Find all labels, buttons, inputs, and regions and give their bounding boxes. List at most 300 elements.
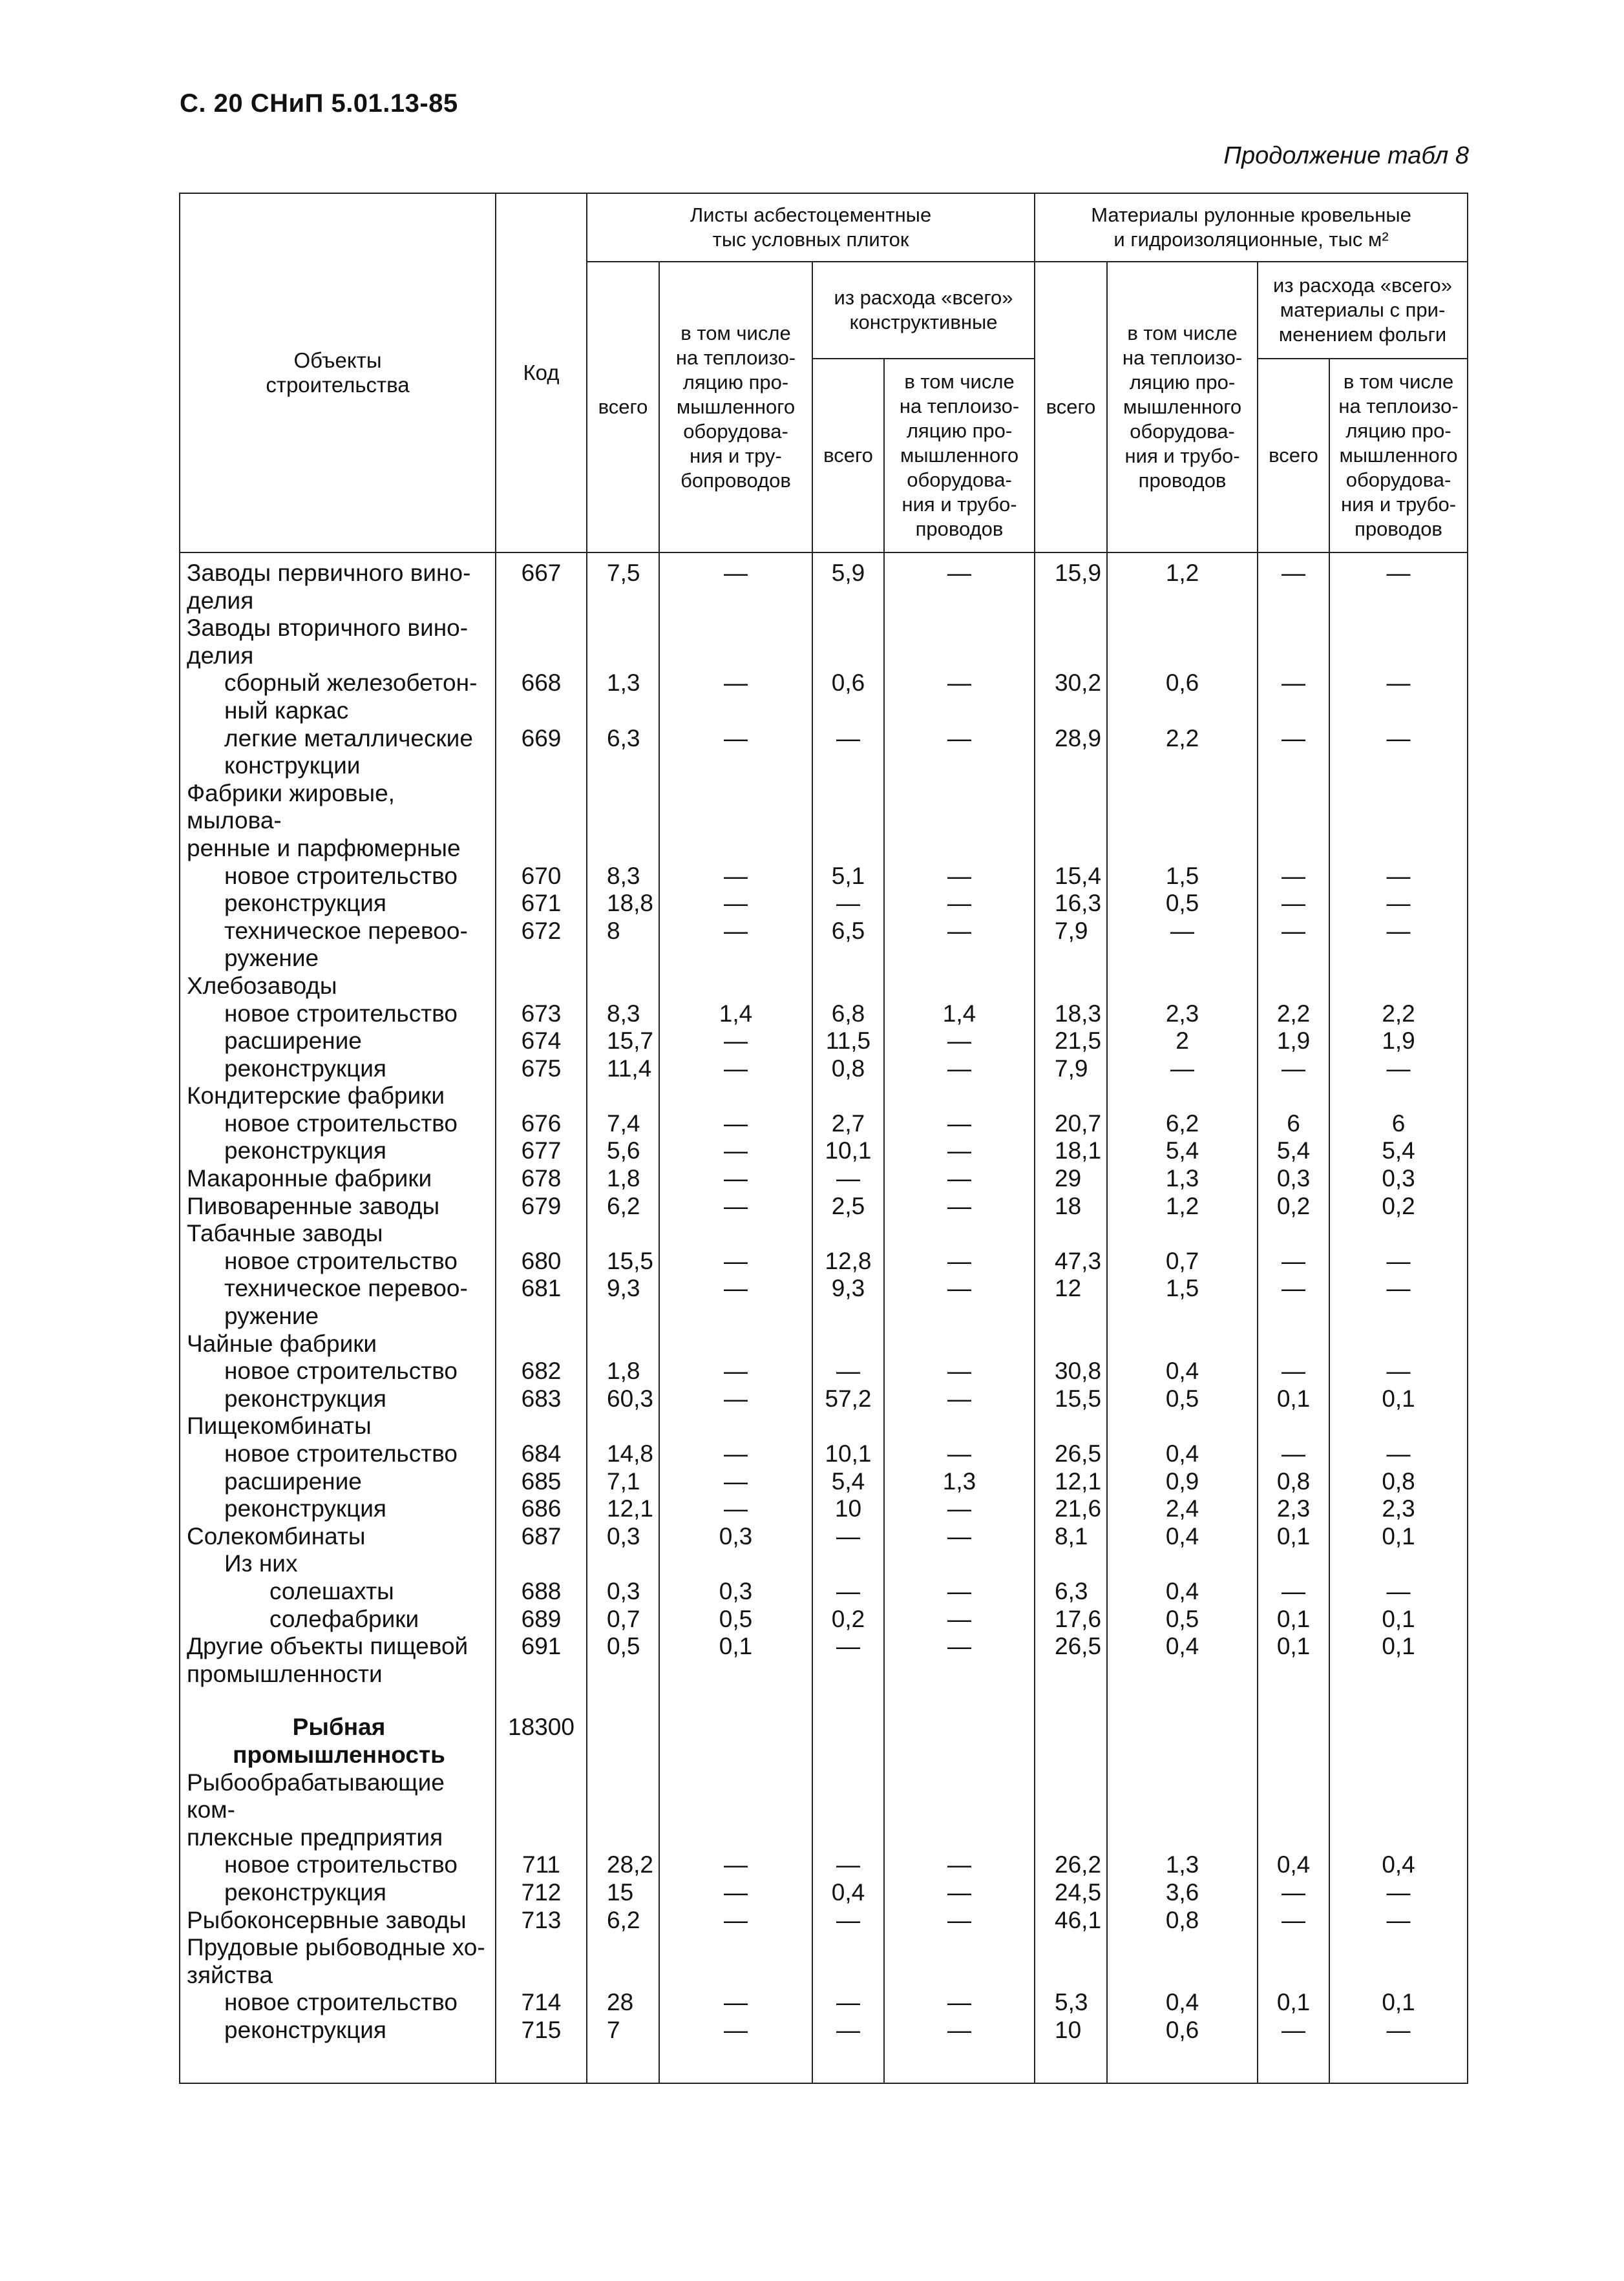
foil-total-cell: 0,1 [1258, 1989, 1329, 2017]
code-cell: 711 [496, 1851, 587, 1879]
table-row [180, 1606, 1468, 1634]
sheets-total-cell: 7,1 [587, 1468, 659, 1496]
table-row [180, 1082, 1468, 1110]
code-cell: 689 [496, 1606, 587, 1634]
roll-insulation-cell: 2 [1107, 1027, 1258, 1055]
structural-total-cell: — [812, 1989, 884, 2017]
sheets-total-cell [587, 1082, 659, 1110]
object-cell [180, 615, 496, 669]
roll-total-cell: 28,9 [1035, 725, 1107, 780]
sheets-insulation-cell [659, 780, 812, 863]
roll-total-cell [1035, 615, 1107, 669]
sheets-insulation-cell: — [659, 1137, 812, 1165]
structural-total-cell: — [812, 1165, 884, 1193]
foil-total-cell: — [1258, 1275, 1329, 1330]
structural-total-cell: 0,4 [812, 1879, 884, 1907]
foil-total-cell: — [1258, 1907, 1329, 1935]
structural-insulation-cell [884, 1413, 1035, 1440]
object-name: Кондитерские фабрики [187, 1082, 445, 1109]
table-row [180, 1688, 1468, 1769]
sheets-total-cell: 0,3 [587, 1578, 659, 1606]
roll-total-cell: 15,4 [1035, 863, 1107, 890]
structural-total-cell: 2,5 [812, 1193, 884, 1221]
roll-total-cell [1035, 1934, 1107, 1989]
roll-insulation-cell: — [1107, 1055, 1258, 1083]
foil-total-cell: — [1258, 1440, 1329, 1468]
roll-insulation-cell: 0,5 [1107, 1385, 1258, 1413]
roll-insulation-cell: 0,4 [1107, 1578, 1258, 1606]
structural-total-cell: — [812, 1578, 884, 1606]
foil-total-cell: 5,4 [1258, 1137, 1329, 1165]
object-cell [180, 1879, 496, 1907]
foil-total-cell [1258, 1934, 1329, 1989]
foil-total-cell: — [1258, 2017, 1329, 2084]
header-total-2: всего [1035, 262, 1107, 552]
object-name: Пищекомбинаты [187, 1413, 372, 1440]
object-name: Другие объекты пищевой промышленности [187, 1633, 469, 1687]
foil-total-cell [1258, 1082, 1329, 1110]
structural-insulation-cell: — [884, 1358, 1035, 1385]
sheets-total-cell: 5,6 [587, 1137, 659, 1165]
roll-total-cell: 18 [1035, 1193, 1107, 1221]
roll-total-cell: 26,5 [1035, 1440, 1107, 1468]
structural-total-cell [812, 1413, 884, 1440]
materials-table-container [179, 193, 1467, 2084]
foil-total-cell [1258, 1220, 1329, 1248]
object-cell [180, 1027, 496, 1055]
sheets-total-cell: 1,8 [587, 1165, 659, 1193]
foil-insulation-cell: — [1329, 1879, 1468, 1907]
sheets-insulation-cell [659, 1688, 812, 1769]
code-cell: 669 [496, 725, 587, 780]
code-cell: 678 [496, 1165, 587, 1193]
table-header [180, 193, 1468, 552]
roll-insulation-cell: 3,6 [1107, 1879, 1258, 1907]
object-cell [180, 1082, 496, 1110]
object-name: реконструкция [224, 1055, 386, 1082]
object-name: техническое перевоо- ружение [224, 1275, 468, 1330]
structural-insulation-cell [884, 1330, 1035, 1358]
code-cell: 677 [496, 1137, 587, 1165]
sheets-insulation-cell [659, 972, 812, 1000]
code-cell: 667 [496, 552, 587, 615]
roll-insulation-cell: 2,4 [1107, 1495, 1258, 1523]
roll-total-cell: 20,7 [1035, 1110, 1107, 1138]
foil-insulation-cell: — [1329, 1358, 1468, 1385]
structural-insulation-cell: — [884, 918, 1035, 972]
header-foil: из расхода «всего» материалы с при- менением фольги [1258, 262, 1468, 359]
table-row [180, 1220, 1468, 1248]
structural-insulation-cell [884, 1220, 1035, 1248]
foil-total-cell [1258, 1330, 1329, 1358]
foil-insulation-cell [1329, 1082, 1468, 1110]
roll-insulation-cell: — [1107, 918, 1258, 972]
object-name: новое строительство [224, 862, 458, 889]
structural-insulation-cell [884, 1688, 1035, 1769]
foil-insulation-cell: — [1329, 1907, 1468, 1935]
roll-insulation-cell: 1,5 [1107, 863, 1258, 890]
sheets-insulation-cell: — [659, 1358, 812, 1385]
structural-insulation-cell: 1,4 [884, 1000, 1035, 1028]
object-cell [180, 1495, 496, 1523]
code-cell: 676 [496, 1110, 587, 1138]
structural-insulation-cell [884, 615, 1035, 669]
code-cell: 685 [496, 1468, 587, 1496]
roll-insulation-cell: 2,3 [1107, 1000, 1258, 1028]
object-cell [180, 1137, 496, 1165]
roll-total-cell: 21,5 [1035, 1027, 1107, 1055]
structural-insulation-cell: — [884, 1578, 1035, 1606]
object-name: сборный железобетон- ный каркас [224, 669, 478, 724]
roll-total-cell: 30,8 [1035, 1358, 1107, 1385]
table-row [180, 1907, 1468, 1935]
object-name: реконструкция [224, 1495, 386, 1522]
sheets-total-cell: 1,3 [587, 669, 659, 724]
structural-total-cell: — [812, 1851, 884, 1879]
sheets-total-cell: 8 [587, 918, 659, 972]
sheets-insulation-cell [659, 1769, 812, 1852]
foil-insulation-cell: 5,4 [1329, 1137, 1468, 1165]
object-name: Пивоваренные заводы [187, 1192, 440, 1219]
materials-table [179, 193, 1468, 2084]
table-row [180, 1027, 1468, 1055]
roll-insulation-cell: 0,6 [1107, 669, 1258, 724]
roll-total-cell: 12,1 [1035, 1468, 1107, 1496]
foil-insulation-cell: 2,2 [1329, 1000, 1468, 1028]
structural-insulation-cell: — [884, 1193, 1035, 1221]
table-row [180, 1137, 1468, 1165]
table-row [180, 1165, 1468, 1193]
sheets-total-cell [587, 1688, 659, 1769]
code-cell [496, 1330, 587, 1358]
structural-insulation-cell: — [884, 863, 1035, 890]
object-cell [180, 1550, 496, 1578]
foil-insulation-cell: 6 [1329, 1110, 1468, 1138]
sheets-total-cell: 15,7 [587, 1027, 659, 1055]
object-name: новое строительство [224, 1851, 458, 1878]
structural-total-cell: — [812, 725, 884, 780]
sheets-insulation-cell: — [659, 552, 812, 615]
object-name: реконструкция [224, 1878, 386, 1906]
foil-insulation-cell: — [1329, 552, 1468, 615]
header-asbestos-sheets: Листы асбестоцементные тыс условных плиток [587, 193, 1035, 262]
table-row [180, 1550, 1468, 1578]
structural-insulation-cell: — [884, 725, 1035, 780]
object-cell [180, 1193, 496, 1221]
sheets-insulation-cell: — [659, 1385, 812, 1413]
object-cell [180, 2017, 496, 2084]
structural-total-cell [812, 1688, 884, 1769]
structural-insulation-cell: — [884, 1440, 1035, 1468]
structural-total-cell: — [812, 1907, 884, 1935]
table-row [180, 1523, 1468, 1551]
code-cell: 691 [496, 1633, 587, 1688]
foil-insulation-cell [1329, 1220, 1468, 1248]
sheets-total-cell: 11,4 [587, 1055, 659, 1083]
object-cell [180, 1523, 496, 1551]
foil-insulation-cell [1329, 1688, 1468, 1769]
code-cell: 715 [496, 2017, 587, 2084]
structural-insulation-cell: — [884, 1385, 1035, 1413]
sheets-insulation-cell: — [659, 1468, 812, 1496]
object-cell [180, 1468, 496, 1496]
roll-total-cell: 26,5 [1035, 1633, 1107, 1688]
header-total-1: всего [587, 262, 659, 552]
code-cell [496, 1934, 587, 1989]
foil-insulation-cell: — [1329, 1055, 1468, 1083]
object-cell [180, 1688, 496, 1769]
roll-insulation-cell [1107, 972, 1258, 1000]
foil-insulation-cell: 1,9 [1329, 1027, 1468, 1055]
object-cell [180, 1606, 496, 1634]
foil-insulation-cell: — [1329, 1440, 1468, 1468]
structural-total-cell: 5,1 [812, 863, 884, 890]
code-cell [496, 1550, 587, 1578]
code-cell: 686 [496, 1495, 587, 1523]
structural-insulation-cell: — [884, 1907, 1035, 1935]
table-row [180, 1000, 1468, 1028]
sheets-total-cell [587, 1769, 659, 1852]
roll-total-cell: 47,3 [1035, 1248, 1107, 1276]
object-name: реконструкция [224, 1137, 386, 1164]
structural-insulation-cell: — [884, 1275, 1035, 1330]
code-cell: 684 [496, 1440, 587, 1468]
structural-insulation-cell: — [884, 1027, 1035, 1055]
table-row [180, 1440, 1468, 1468]
object-cell [180, 1330, 496, 1358]
sheets-insulation-cell: — [659, 1495, 812, 1523]
foil-total-cell: — [1258, 669, 1329, 724]
header-objects: Объекты строительства [180, 193, 496, 552]
foil-total-cell [1258, 1688, 1329, 1769]
document-header: С. 20 СНиП 5.01.13-85 [180, 89, 458, 118]
roll-insulation-cell: 2,2 [1107, 725, 1258, 780]
roll-total-cell: 30,2 [1035, 669, 1107, 724]
roll-total-cell [1035, 1769, 1107, 1852]
roll-insulation-cell: 0,8 [1107, 1907, 1258, 1935]
sheets-insulation-cell: 0,3 [659, 1523, 812, 1551]
roll-insulation-cell: 0,5 [1107, 890, 1258, 918]
roll-insulation-cell: 0,4 [1107, 1358, 1258, 1385]
sheets-total-cell: 12,1 [587, 1495, 659, 1523]
structural-insulation-cell: — [884, 1523, 1035, 1551]
sheets-total-cell: 14,8 [587, 1440, 659, 1468]
foil-insulation-cell [1329, 972, 1468, 1000]
table-row [180, 1358, 1468, 1385]
sheets-total-cell: 0,7 [587, 1606, 659, 1634]
sheets-total-cell [587, 615, 659, 669]
foil-total-cell: — [1258, 1358, 1329, 1385]
object-cell [180, 863, 496, 890]
roll-total-cell: 46,1 [1035, 1907, 1107, 1935]
structural-total-cell [812, 1550, 884, 1578]
structural-insulation-cell [884, 972, 1035, 1000]
foil-total-cell: — [1258, 1578, 1329, 1606]
roll-total-cell: 15,9 [1035, 552, 1107, 615]
sheets-total-cell: 7,5 [587, 552, 659, 615]
structural-insulation-cell: — [884, 890, 1035, 918]
object-cell [180, 1769, 496, 1852]
structural-total-cell: 6,8 [812, 1000, 884, 1028]
code-cell: 670 [496, 863, 587, 890]
foil-total-cell: — [1258, 1879, 1329, 1907]
object-name: Прудовые рыбоводные хо- зяйства [187, 1934, 485, 1988]
sheets-insulation-cell: — [659, 1193, 812, 1221]
sheets-total-cell [587, 1413, 659, 1440]
object-cell [180, 1633, 496, 1688]
structural-total-cell: 10,1 [812, 1440, 884, 1468]
structural-insulation-cell: — [884, 2017, 1035, 2084]
sheets-total-cell [587, 1550, 659, 1578]
code-cell: 674 [496, 1027, 587, 1055]
sheets-insulation-cell [659, 1413, 812, 1440]
code-cell: 675 [496, 1055, 587, 1083]
sheets-insulation-cell: — [659, 918, 812, 972]
foil-total-cell: 0,1 [1258, 1523, 1329, 1551]
table-row [180, 1578, 1468, 1606]
roll-total-cell: 16,3 [1035, 890, 1107, 918]
structural-insulation-cell [884, 1082, 1035, 1110]
table-row [180, 1193, 1468, 1221]
structural-insulation-cell: — [884, 1851, 1035, 1879]
sheets-insulation-cell [659, 1550, 812, 1578]
sheets-total-cell: 60,3 [587, 1385, 659, 1413]
object-name: новое строительство [224, 1440, 458, 1467]
code-cell [496, 780, 587, 863]
sheets-insulation-cell [659, 615, 812, 669]
sheets-total-cell: 28,2 [587, 1851, 659, 1879]
object-cell [180, 1358, 496, 1385]
structural-insulation-cell: — [884, 669, 1035, 724]
table-row [180, 615, 1468, 669]
table-row [180, 1055, 1468, 1083]
code-cell: 680 [496, 1248, 587, 1276]
header-foil-total: всего [1258, 359, 1329, 552]
structural-total-cell: — [812, 890, 884, 918]
sheets-insulation-cell: — [659, 1879, 812, 1907]
foil-insulation-cell [1329, 1769, 1468, 1852]
structural-total-cell: — [812, 2017, 884, 2084]
object-name: Фабрики жировые, мылова- ренные и парфюмерные [187, 779, 461, 861]
structural-total-cell: 12,8 [812, 1248, 884, 1276]
foil-total-cell: — [1258, 890, 1329, 918]
foil-insulation-cell: 0,1 [1329, 1523, 1468, 1551]
structural-total-cell [812, 780, 884, 863]
roll-total-cell: 7,9 [1035, 1055, 1107, 1083]
code-cell: 713 [496, 1907, 587, 1935]
object-cell [180, 1165, 496, 1193]
foil-insulation-cell: 0,1 [1329, 1385, 1468, 1413]
sheets-total-cell: 28 [587, 1989, 659, 2017]
object-name: реконструкция [224, 890, 386, 917]
object-name: Из них [224, 1550, 298, 1577]
structural-insulation-cell: — [884, 1137, 1035, 1165]
sheets-total-cell: 6,2 [587, 1907, 659, 1935]
table-row [180, 1330, 1468, 1358]
sheets-total-cell: 7 [587, 2017, 659, 2084]
code-cell: 668 [496, 669, 587, 724]
table-row [180, 669, 1468, 724]
sheets-total-cell [587, 780, 659, 863]
sheets-total-cell: 8,3 [587, 1000, 659, 1028]
sheets-total-cell: 8,3 [587, 863, 659, 890]
object-name: Рыбообрабатывающие ком- плексные предприятия [187, 1769, 445, 1851]
structural-total-cell: — [812, 1633, 884, 1688]
foil-total-cell: 0,8 [1258, 1468, 1329, 1496]
sheets-total-cell: 9,3 [587, 1275, 659, 1330]
code-cell [496, 1769, 587, 1852]
object-cell [180, 552, 496, 615]
code-cell: 18300 [496, 1688, 587, 1769]
object-name: солешахты [269, 1577, 394, 1604]
roll-total-cell: 6,3 [1035, 1578, 1107, 1606]
object-cell [180, 780, 496, 863]
foil-insulation-cell: — [1329, 890, 1468, 918]
sheets-insulation-cell: 1,4 [659, 1000, 812, 1028]
roll-insulation-cell [1107, 1934, 1258, 1989]
object-cell [180, 1578, 496, 1606]
foil-total-cell: 1,9 [1258, 1027, 1329, 1055]
table-continuation-label: Продолжение табл 8 [1223, 142, 1469, 169]
roll-insulation-cell [1107, 615, 1258, 669]
sheets-insulation-cell: — [659, 1275, 812, 1330]
foil-insulation-cell [1329, 780, 1468, 863]
sheets-total-cell: 6,3 [587, 725, 659, 780]
table-row [180, 918, 1468, 972]
structural-total-cell: 2,7 [812, 1110, 884, 1138]
structural-insulation-cell [884, 1550, 1035, 1578]
roll-insulation-cell: 0,4 [1107, 1440, 1258, 1468]
foil-insulation-cell [1329, 1330, 1468, 1358]
roll-total-cell [1035, 1082, 1107, 1110]
foil-total-cell [1258, 615, 1329, 669]
object-name: новое строительство [224, 1000, 458, 1027]
table-row [180, 1934, 1468, 1989]
roll-insulation-cell: 0,4 [1107, 1523, 1258, 1551]
roll-insulation-cell: 0,4 [1107, 1633, 1258, 1688]
code-cell: 714 [496, 1989, 587, 2017]
structural-total-cell [812, 972, 884, 1000]
structural-total-cell: 5,9 [812, 552, 884, 615]
sheets-insulation-cell: — [659, 1165, 812, 1193]
structural-total-cell: — [812, 1523, 884, 1551]
code-cell: 688 [496, 1578, 587, 1606]
roll-total-cell [1035, 1550, 1107, 1578]
foil-total-cell: 0,1 [1258, 1633, 1329, 1688]
table-row [180, 1413, 1468, 1440]
foil-total-cell [1258, 1550, 1329, 1578]
foil-total-cell [1258, 972, 1329, 1000]
sheets-total-cell: 0,3 [587, 1523, 659, 1551]
object-name: Макаронные фабрики [187, 1165, 432, 1192]
object-name: новое строительство [224, 1247, 458, 1274]
object-cell [180, 1934, 496, 1989]
header-structural-total: всего [812, 359, 884, 552]
sheets-insulation-cell: — [659, 725, 812, 780]
foil-total-cell: 0,1 [1258, 1606, 1329, 1634]
structural-total-cell: 9,3 [812, 1275, 884, 1330]
sheets-insulation-cell: — [659, 1248, 812, 1276]
roll-insulation-cell: 1,3 [1107, 1851, 1258, 1879]
structural-total-cell: 11,5 [812, 1027, 884, 1055]
foil-insulation-cell: 0,1 [1329, 1606, 1468, 1634]
foil-total-cell [1258, 1769, 1329, 1852]
sheets-total-cell: 15 [587, 1879, 659, 1907]
code-cell [496, 972, 587, 1000]
foil-total-cell: 0,1 [1258, 1385, 1329, 1413]
structural-insulation-cell: — [884, 1606, 1035, 1634]
roll-insulation-cell: 0,9 [1107, 1468, 1258, 1496]
